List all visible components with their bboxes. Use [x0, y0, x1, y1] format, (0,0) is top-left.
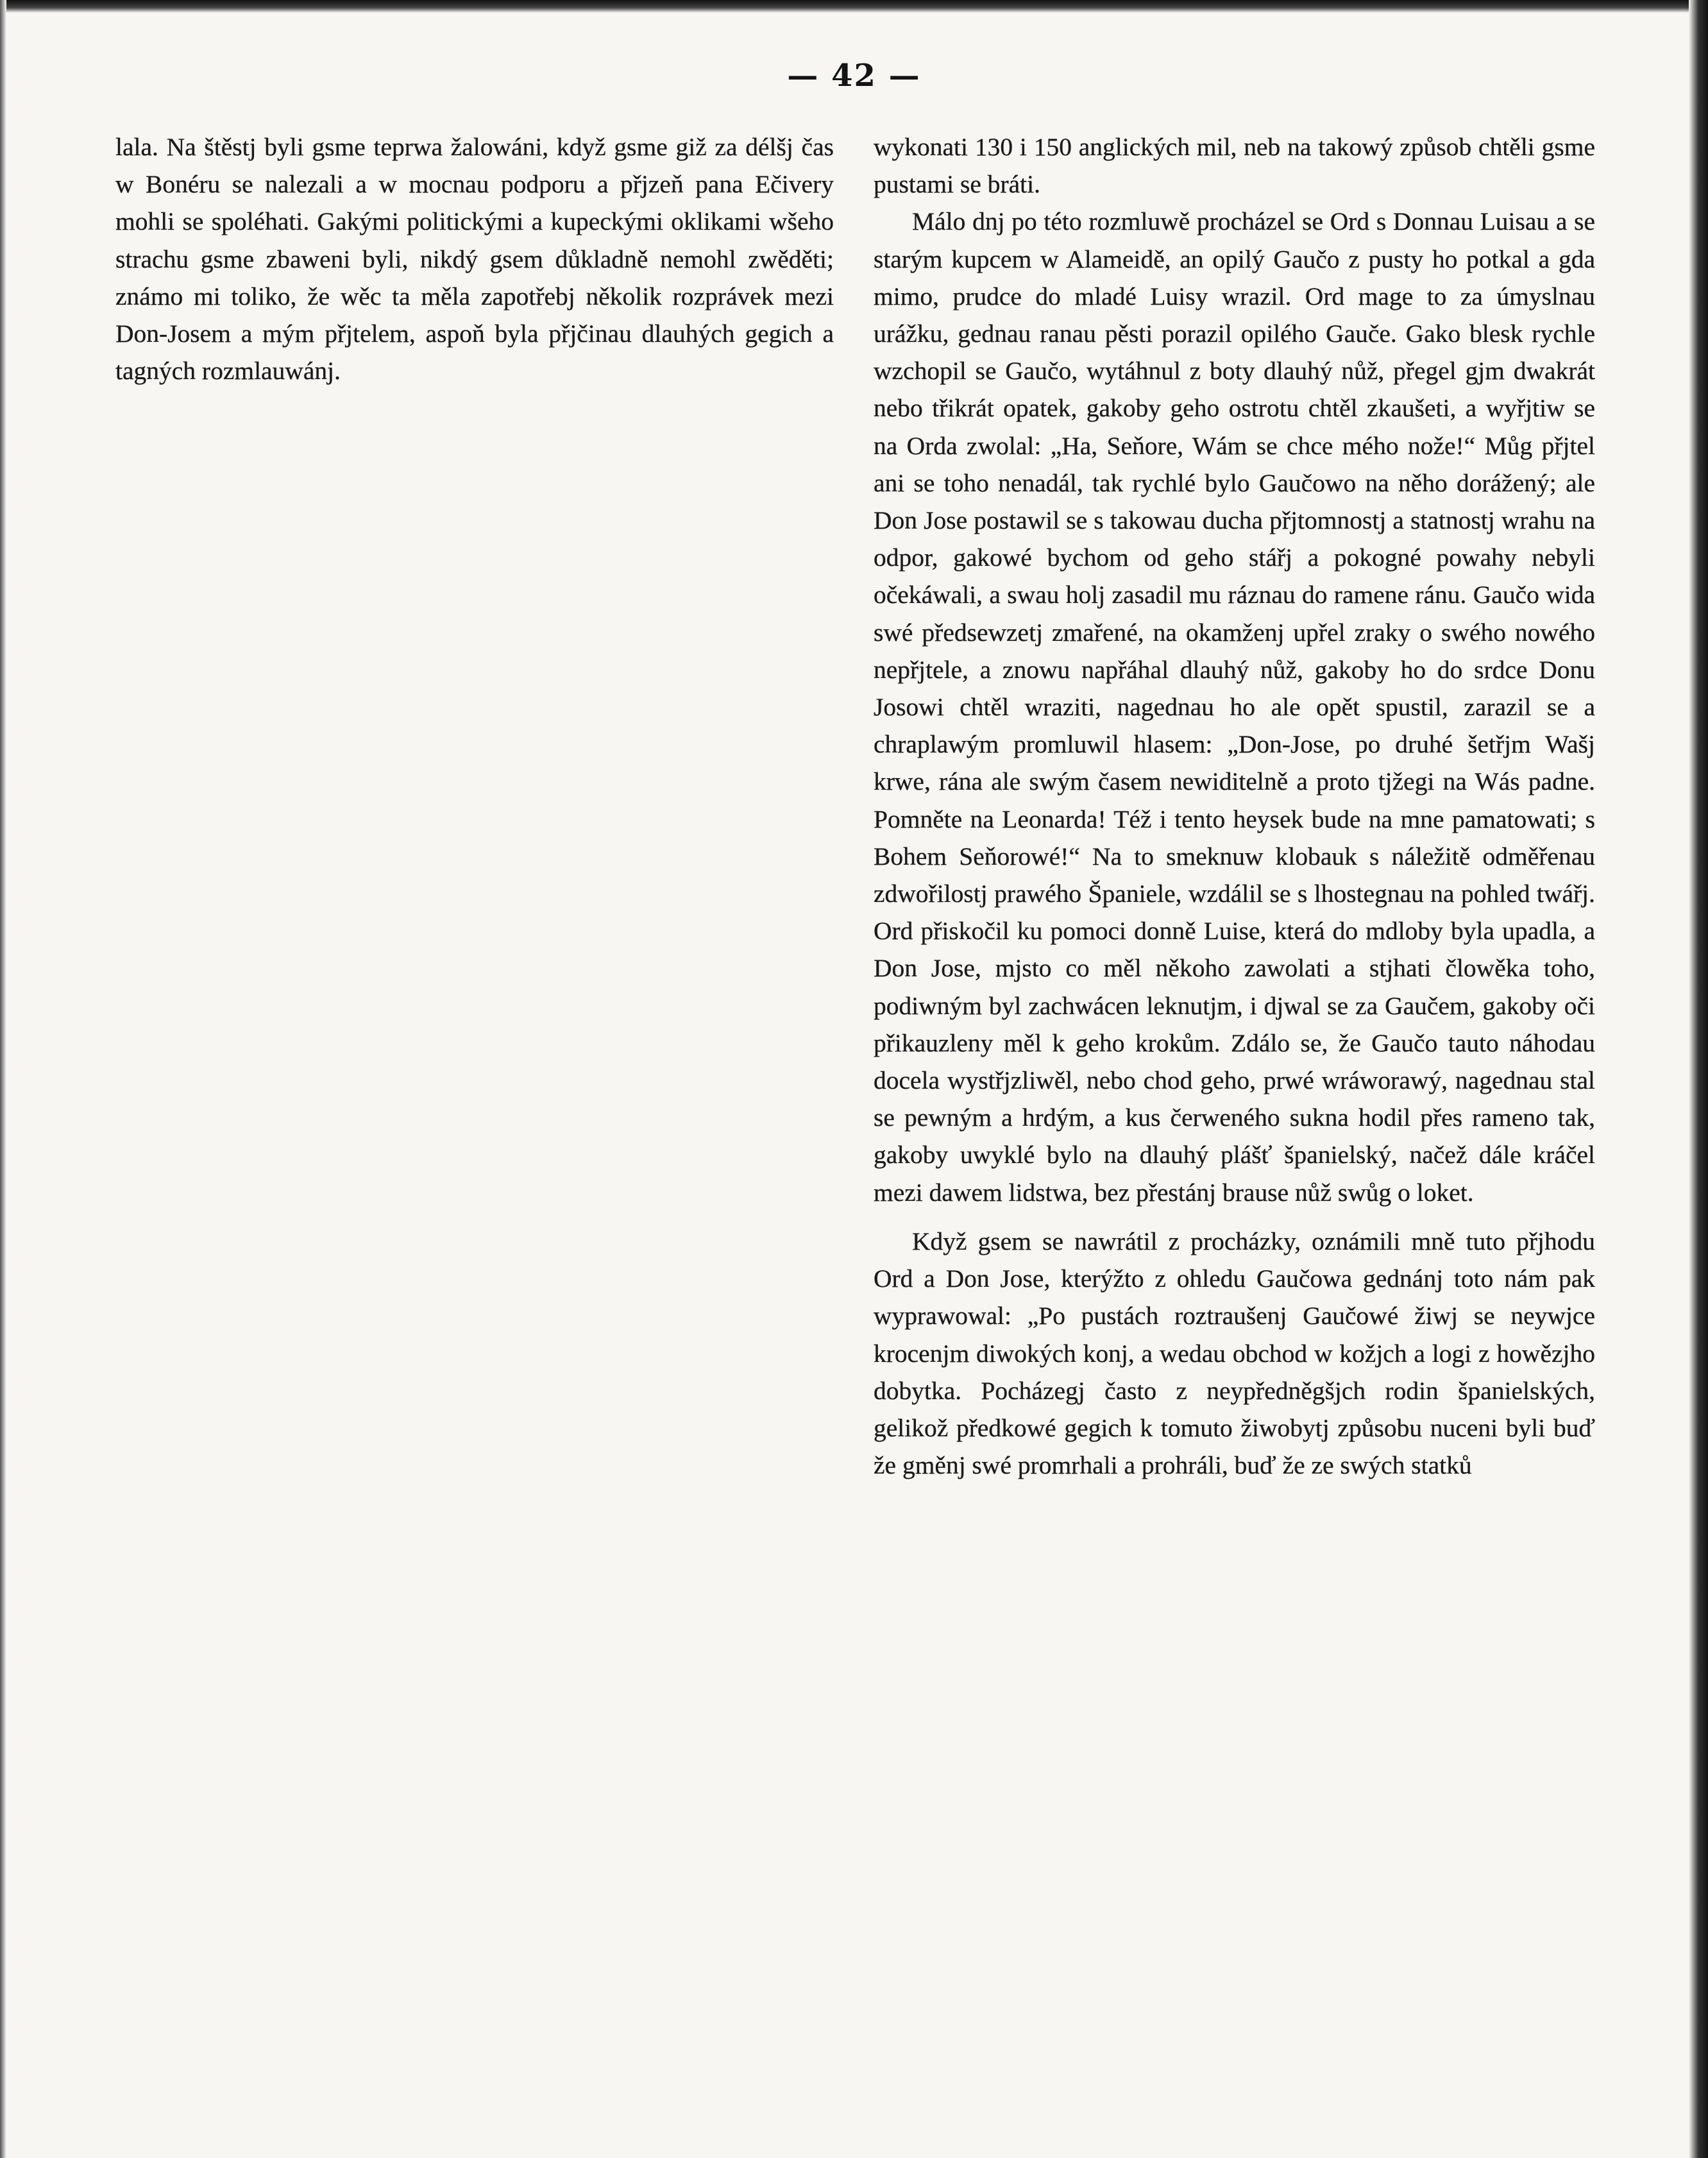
scan-edge-left [0, 0, 6, 2158]
scan-edge-right [1689, 0, 1708, 2158]
left-column [115, 128, 834, 389]
right-paragraph-2: Málo dnj po této rozmluwě procházel se Ord s Donnau Luisau a se starým kupcem w Alameidě, an opilý Gaučo z pusty ho potkal a gda mimo, prudce do mladé Luisy wrazil. Ord mage to za úmyslnau urážku, gednau ranau pěsti porazil opilého Gauče. Gako blesk rychle wzchopil se Gaučo, wytáhnul z boty dlauhý nůž, přegel gjm dwakrát nebo třikrát opatek, gakoby geho ostrotu chtěl zkaušeti, a wyřjtiw se na Orda zwolal: „Ha, Seňore, Wám se chce mého nože!“ Můg přjtel ani se toho nenadál, tak rychlé bylo Gaučowo na něho dorážený; ale Don Jose postawil se s takowau ducha přjtomnostj a statnostj wrahu na odpor, gakowé bychom od geho stářj a pokogné powahy nebyli očekáwali, a swau holj zasadil mu ráznau do ramene ránu. Gaučo wida swé předsewzetj zmařené, na okamženj upřel zraky o swého nowého nepřjtele, a znowu napřáhal dlauhý nůž, gakoby ho do srdce Donu Josowi chtěl wraziti, nagednau ho ale opět spustil, zarazil se a chraplawým promluwil hlasem: „Don-Jose, po druhé šetřjm Wašj krwe, rána ale swým časem newiditelně a proto tjžegi na Wás padne. Pomněte na Leonarda! Též i tento heysek bude na mne pamatowati; s Bohem Seňorowé!“ Na to smeknuw klobauk s náležitě odměřenau zdwořilostj prawého Španiele, wzdálil se s lhostegnau na pohled twářj. Ord přiskočil ku pomoci donně Luise, která do mdloby byla upadla, a Don Jose, mjsto co měl někoho zawolati a stjhati člowěka toho, podiwným byl zachwácen leknutjm, i djwal se za Gaučem, gakoby oči přikauzleny měl k geho krokům. Zdálo se, že Gaučo tauto náhodau docela wystřjzliwěl, nebo chod geho, prwé wráworawý, nagednau stal se pewným a hrdým, a kus čerweného sukna hodil přes rameno tak, gakoby uwyklé bylo na dlauhý plášť španielský, načež dále kráčel mezi dawem lidstwa, bez přestánj brause nůž swůg o loket. [874, 207, 1595, 1207]
right-paragraph-1: wykonati 130 i 150 anglických mil, neb na takowý způsob chtěli gsme pustami se bráti. [874, 133, 1595, 199]
right-column [874, 128, 1595, 1484]
right-paragraph-3: Když gsem se nawrátil z procházky, oznámili mně tuto přjhodu Ord a Don Jose, kterýžto z ohledu Gaučowa gednánj toto nám pak wyprawowal: „Po pustách roztraušenj Gaučowé žiwj se neywjce krocenjm diwokých konj, a wedau obchod w kožjch a logi z howězjho dobytka. Pocházegj často z neypředněgšjch rodin španielských, gelikož předkowé gegich k tomuto žiwobytj způsobu nuceni byli buď že gměnj swé promrhali a prohráli, buď že ze swých statků [874, 1227, 1595, 1480]
left-paragraph-1: lala. Na štěstj byli gsme teprwa žalowáni, když gsme giž za délšj čas w Bonéru se nalezali a w mocnau podporu a přjzeň pana Ečivery mohli se spoléhati. Gakými politickými a kupeckými oklikami wšeho strachu gsme zbaweni byli, nikdý gsem důkladně nemohl zwěděti; známo mi toliko, že wěc ta měla zapotřebj několik rozprávek mezi Don-Josem a mým přjtelem, aspoň byla přjčinau dlauhých gegich a tagných rozmlauwánj. [115, 133, 834, 386]
scan-edge-top [0, 0, 1708, 13]
page-number: — 42 — [787, 58, 921, 94]
